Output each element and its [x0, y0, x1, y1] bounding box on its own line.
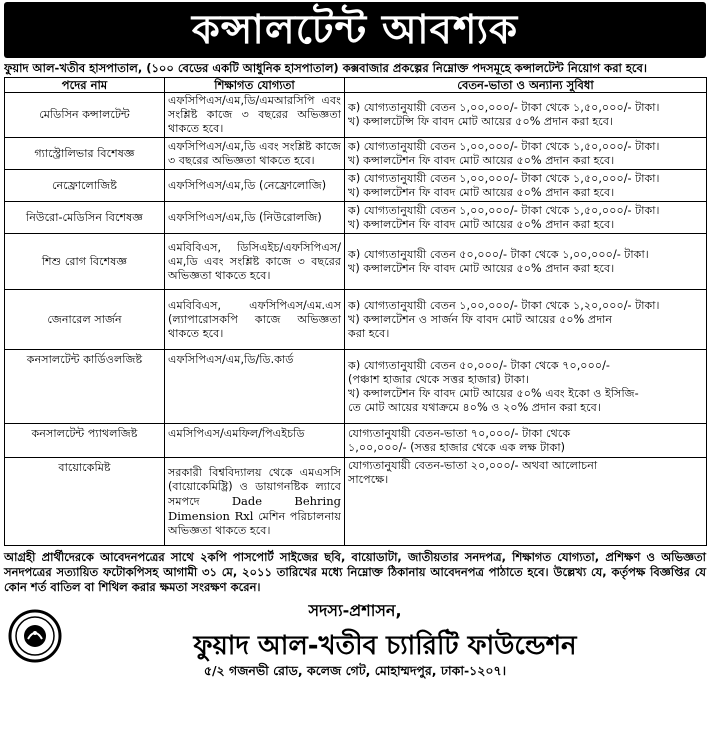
qualification: এফসিপিএস/এম,ডি (নেফ্রোলোজি) — [165, 170, 345, 202]
salary-line: ক) যোগ্যতানুযায়ী বেতন ১,০০,০০০/- টাকা থেকে ১,৫০,০০০/- টাকা। — [348, 101, 660, 114]
salary-line: যোগ্যতানুযায়ী বেতন-ভাতা ৭০,০০০/- টাকা থেকে — [348, 426, 571, 440]
post-name: বায়োকেমিষ্ট — [5, 458, 165, 546]
post-name: শিশু রোগ বিশেষজ্ঞ — [5, 234, 165, 290]
salary-cell — [345, 93, 707, 138]
qualification: এফসিপিএস/এম,ডি/এমআরসিপি এবং সংশ্লিষ্ট কাজে ৩ বছরের অভিজ্ঞতা থাকতে হবে। — [165, 93, 345, 138]
foundation-name: ফুয়াদ আল-খতীব চ্যারিটি ফাউন্ডেশন — [193, 631, 577, 661]
qualification-text: মেশিন পরিচালনায় অভিজ্ঞতা থাকতে হবে। — [168, 509, 341, 537]
salary-line: ক) যোগ্যতানুযায়ী বেতন ৫০,০০০/- টাকা থেকে ১,০০,০০০/- টাকা। — [348, 247, 649, 261]
header-salary: বেতন-ভাতা ও অন্যান্য সুবিধা — [345, 78, 707, 93]
header-qualification: শিক্ষাগত যোগ্যতা — [165, 78, 345, 93]
qualification — [165, 458, 345, 546]
application-instructions: আগ্রহী প্রার্থীদেরকে আবেদনপত্রের সাথে ২কপি পাসপোর্ট সাইজের ছবি, বায়োডাটা, জাতীয়তার সনদপত্র, শিক্ষাগত যোগ্যতা, প্রশিক্ষণ ও অভিজ্ঞতা সনদপত্রের সত্যায়িত ফটোকপিসহ আগামী ৩১ মে, ২০১১ তারিখের মধ্যে নিম্নোক্ত ঠিকানায় আবেদনপত্র পাঠাতে হবে। উল্লেখ্য যে, কর্তৃপক্ষ বিজ্ঞপ্তির যে কোন শর্ত বাতিল বা শিথিল করার ক্ষমতা সংরক্ষণ করেন। — [4, 550, 706, 594]
table-row — [5, 458, 707, 546]
qualification: এফসিপিএস/এম,ডি এবং সংশ্লিষ্ট কাজে ৩ বছরের অভিজ্ঞতা থাকতে হবে। — [165, 138, 345, 170]
salary-line: খ) কন্সালটেশন ফি বাবদ মোট আয়ের ৫০% প্রদান করা হবে। — [348, 185, 615, 199]
salary-line: খ) কন্সালটেশন ফি বাবদ মোট আয়ের ৫০% প্রদান করা হবে। — [348, 217, 615, 231]
salary-line: খ) কন্সালটেন্সি ফি বাবদ মোট আয়ের ৫০% প্রদান করা হবে। — [348, 115, 613, 128]
post-name: মেডিসিন কন্সালটেন্ট — [5, 93, 165, 138]
salary-line: ক) যোগ্যতানুযায়ী বেতন ১,০০,০০০/- টাকা থেকে ১,৫০,০০০/- টাকা। — [348, 139, 660, 153]
table-row — [5, 138, 707, 170]
salary-line: খ) কন্সালটেশন ফি বাবদ মোট আয়ের ৫০% প্রদান করা হবে। — [348, 261, 615, 275]
salary-cell — [345, 234, 707, 290]
post-name: নেফ্রোলোজিষ্ট — [5, 170, 165, 202]
salary-cell — [345, 202, 707, 234]
table-row — [5, 93, 707, 138]
post-name: নিউরো-মেডিসিন বিশেষজ্ঞ — [5, 202, 165, 234]
salary-line: ক) যোগ্যতানুযায়ী বেতন ১,০০,০০০/- টাকা থেকে ১,৫০,০০০/- টাকা। — [348, 171, 660, 185]
salary-cell — [345, 350, 707, 424]
table-row — [5, 290, 707, 350]
table-row — [5, 202, 707, 234]
jobs-table — [4, 77, 707, 546]
table-row — [5, 350, 707, 424]
qualification: এফসিপিএস/এম,ডি/ডি.কার্ড — [165, 350, 345, 424]
foundation-address: ৫/২ গজনভী রোড, কলেজ গেট, মোহাম্মদপুর, ঢাকা-১২০৭। — [203, 663, 507, 678]
issuer-title: সদস্য-প্রশাসন, — [308, 601, 402, 620]
salary-line: ১,০০,০০০/- (সত্তর হাজার থেকে এক লক্ষ টাকা) — [348, 440, 565, 454]
foundation-row — [4, 627, 706, 667]
salary-cell — [345, 138, 707, 170]
qualification: এমবিবিএস, ডিসিএইচ/এফসিপিএস/এম,ডি এবং সংশ্লিষ্ট কাজে ৩ বছরের অভিজ্ঞতা থাকতে হবে। — [165, 234, 345, 290]
table-row — [5, 234, 707, 290]
salary-line: (পঞ্চাশ হাজার থেকে সত্তর হাজার) টাকা। — [348, 372, 529, 386]
foundation-seal-icon — [8, 609, 62, 663]
post-name: কনসালটেন্ট কার্ডিওলজিষ্ট — [5, 350, 165, 424]
salary-line: খ) কন্সালটেশন ফি বাবদ মোট আয়ের ৫০% প্রদান করা হবে। — [348, 153, 615, 167]
salary-line: করা হবে। — [348, 326, 390, 340]
post-name: জেনারেল সার্জন — [5, 290, 165, 350]
salary-line: তে মোট আয়ের যথাক্রমে ৪০% ও ২০% প্রদান করা হবে। — [348, 400, 601, 414]
post-name: কনসালটেন্ট প্যাথলজিষ্ট — [5, 424, 165, 458]
table-header-row — [5, 78, 707, 93]
salary-line: যোগ্যতানুযায়ী বেতন-ভাতা ২০,০০০/- অথবা আলোচনা — [348, 459, 598, 472]
salary-cell — [345, 458, 707, 546]
table-row — [5, 170, 707, 202]
qualification: এমবিবিএস, এফসিপিএস/এম.এস (ল্যাপারোসকপি কাজে অভিজ্ঞতা থাকতে হবে। — [165, 290, 345, 350]
salary-line: ক) যোগ্যতানুযায়ী বেতন ৫০,০০০/- টাকা থেকে ৭০,০০০/- — [348, 358, 610, 372]
post-name: গ্যাস্ট্রোলিভার বিশেষজ্ঞ — [5, 138, 165, 170]
table-row — [5, 424, 707, 458]
salary-line: খ) কন্সালটেশন ও সার্জন ফি বাবদ মোট আয়ের ৫০% প্রদান — [348, 312, 613, 326]
machine-name: Dade Behring Dimension Rxl — [168, 493, 341, 523]
header-post: পদের নাম — [5, 78, 165, 93]
advertisement — [4, 2, 706, 741]
salary-cell — [345, 170, 707, 202]
qualification: এমসিপিএস/এমফিল/পিএইচডি — [165, 424, 345, 458]
salary-line: ক) যোগ্যতানুযায়ী বেতন ১,০০,০০০/- টাকা থেকে ১,৫০,০০০/- টাকা। — [348, 203, 660, 217]
salary-line: সাপেক্ষে। — [348, 473, 389, 486]
qualification: এফসিপিএস/এম,ডি (নিউরোলজি) — [165, 202, 345, 234]
intro-text: ফুয়াদ আল-খতীব হাসপাতাল, (১০০ বেডের একটি আধুনিক হাসপাতাল) কক্সবাজার প্রকল্পের নিম্নোক্ত পদসমূহে কন্সালটেন্ট নিয়োগ করা হবে। — [4, 61, 648, 75]
salary-cell — [345, 290, 707, 350]
banner-title: কন্সালটেন্ট আবশ্যক — [4, 2, 706, 58]
salary-cell — [345, 424, 707, 458]
qualification-text: সরকারী বিশ্ববিদ্যালয় থেকে এমএসসি (বায়োকেমিষ্ট্রি) ও ডায়াগনষ্টিক ল্যাবে সমপদে — [168, 465, 341, 508]
salary-line: ক) যোগ্যতানুযায়ী বেতন ১,০০,০০০/- টাকা থেকে ১,২০,০০০/- টাকা। — [348, 298, 660, 312]
salary-line: খ) কন্সালটেশন ফি বাবদ মোট আয়ের ৫০% এবং ইকো ও ইসিজি- — [348, 386, 639, 400]
